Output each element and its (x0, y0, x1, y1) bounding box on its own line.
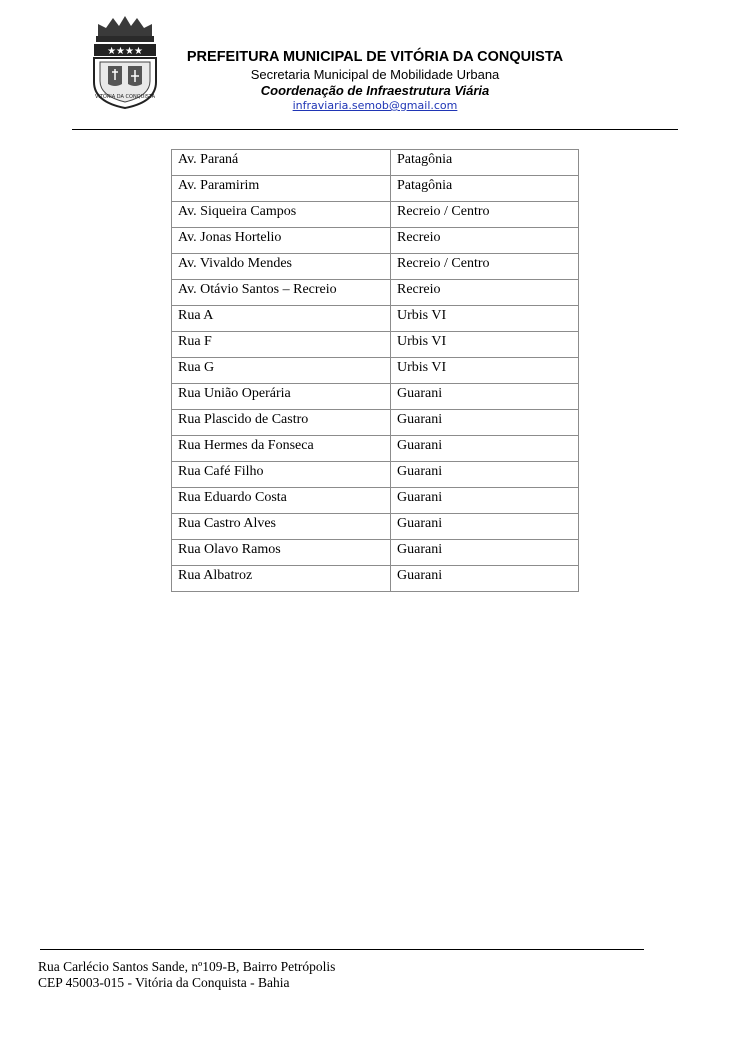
table-row (172, 254, 579, 280)
street-name-cell: Av. Siqueira Campos (172, 202, 391, 228)
table-row (172, 332, 579, 358)
table-row (172, 358, 579, 384)
district-cell: Guarani (391, 566, 579, 592)
street-name-cell: Rua Eduardo Costa (172, 488, 391, 514)
table-row (172, 150, 579, 176)
street-name-cell: Av. Jonas Hortelio (172, 228, 391, 254)
street-name-cell: Rua Hermes da Fonseca (172, 436, 391, 462)
streets-table-body (172, 150, 579, 592)
header-divider (72, 129, 678, 130)
footer-cep: CEP 45003-015 - Vitória da Conquista - Bahia (38, 975, 290, 990)
svg-text:VITÓRIA DA CONQUISTA: VITÓRIA DA CONQUISTA (94, 94, 156, 100)
street-name-cell: Rua Olavo Ramos (172, 540, 391, 566)
district-cell: Patagônia (391, 176, 579, 202)
table-row (172, 540, 579, 566)
table-row (172, 280, 579, 306)
secretariat-subtitle: Secretaria Municipal de Mobilidade Urbana (250, 67, 500, 82)
street-name-cell: Rua União Operária (172, 384, 391, 410)
district-cell: Guarani (391, 410, 579, 436)
district-cell: Guarani (391, 488, 579, 514)
table-row (172, 410, 579, 436)
street-name-cell: Rua Castro Alves (172, 514, 391, 540)
district-cell: Guarani (391, 514, 579, 540)
district-cell: Urbis VI (391, 332, 579, 358)
table-row (172, 202, 579, 228)
table-row (172, 566, 579, 592)
street-name-cell: Rua F (172, 332, 391, 358)
footer-divider (40, 949, 644, 950)
table-row (172, 436, 579, 462)
page-title: PREFEITURA MUNICIPAL DE VITÓRIA DA CONQUISTA (186, 49, 564, 65)
district-cell: Guarani (391, 462, 579, 488)
district-cell: Recreio / Centro (391, 254, 579, 280)
table-row (172, 228, 579, 254)
district-cell: Urbis VI (391, 306, 579, 332)
coordination-subtitle: Coordenação de Infraestrutura Viária (260, 83, 490, 98)
table-row (172, 514, 579, 540)
district-cell: Patagônia (391, 150, 579, 176)
table-row (172, 462, 579, 488)
table-row (172, 488, 579, 514)
svg-text:★★★★: ★★★★ (107, 46, 143, 57)
street-name-cell: Rua Café Filho (172, 462, 391, 488)
footer-address: Rua Carlécio Santos Sande, nº109-B, Bairro Petrópolis (38, 959, 336, 974)
district-cell: Urbis VI (391, 358, 579, 384)
district-cell: Guarani (391, 436, 579, 462)
contact-email-link[interactable]: infraviaria.semob@gmail.com (292, 99, 458, 112)
streets-table (171, 149, 579, 592)
district-cell: Recreio / Centro (391, 202, 579, 228)
street-name-cell: Av. Paraná (172, 150, 391, 176)
street-name-cell: Rua G (172, 358, 391, 384)
district-cell: Guarani (391, 384, 579, 410)
district-cell: Recreio (391, 280, 579, 306)
street-name-cell: Av. Vivaldo Mendes (172, 254, 391, 280)
table-row (172, 176, 579, 202)
street-name-cell: Av. Otávio Santos – Recreio (172, 280, 391, 306)
street-name-cell: Av. Paramirim (172, 176, 391, 202)
street-name-cell: Rua Albatroz (172, 566, 391, 592)
district-cell: Recreio (391, 228, 579, 254)
table-row (172, 384, 579, 410)
street-name-cell: Rua Plascido de Castro (172, 410, 391, 436)
table-row (172, 306, 579, 332)
district-cell: Guarani (391, 540, 579, 566)
street-name-cell: Rua A (172, 306, 391, 332)
